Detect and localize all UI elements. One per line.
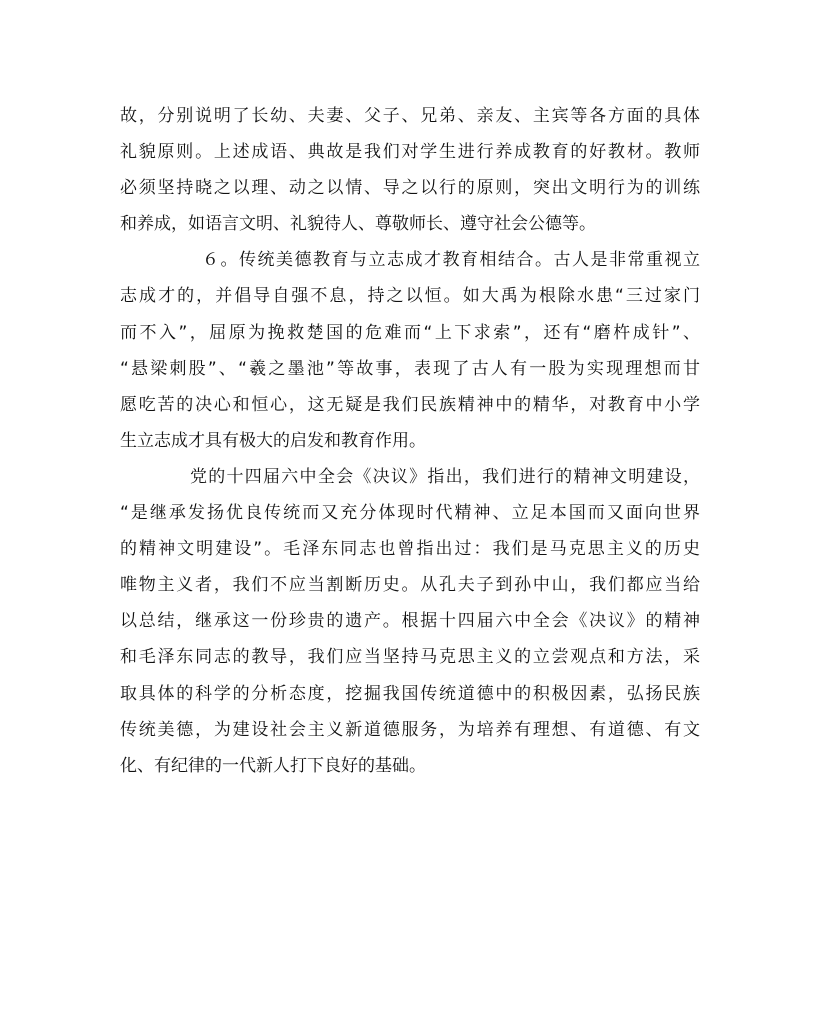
text-line: “是继承发扬优良传统而又充分体现时代精神、立足本国而又面向世界: [120, 503, 700, 524]
text-line: 以总结，继承这一份珍贵的遗产。根据十四届六中全会《决议》的精神: [120, 611, 700, 632]
text-line: 和毛泽东同志的教导，我们应当坚持马克思主义的立尝观点和方法，采: [120, 647, 700, 668]
text-line: 和养成，如语言文明、礼貌待人、尊敬师长、遵守社会公德等。: [120, 214, 596, 235]
text-line: 礼貌原则。上述成语、典故是我们对学生进行养成教育的好教材。教师: [120, 142, 700, 163]
text-line: 化、有纪律的一代新人打下良好的基础。: [120, 755, 426, 776]
text-line: 志成才的，并倡导自强不息，持之以恒。如大禹为根除水患“三过家门: [120, 286, 700, 307]
text-line: 唯物主义者，我们不应当割断历史。从孔夫子到孙中山，我们都应当给: [120, 575, 700, 596]
paragraph-start-line: ６。传统美德教育与立志成才教育相结合。古人是非常重视立: [202, 250, 700, 271]
text-line: 而不入”，屈原为挽救楚国的危难而“上下求索”，还有“磨杵成针”、: [120, 322, 700, 343]
text-line: 的精神文明建设”。毛泽东同志也曾指出过：我们是马克思主义的历史: [120, 539, 700, 560]
text-line: 愿吃苦的决心和恒心，这无疑是我们民族精神中的精华，对教育中小学: [120, 394, 700, 415]
document-body: [120, 98, 700, 784]
text-line: “悬梁刺股”、“羲之墨池”等故事，表现了古人有一股为实现理想而甘: [120, 358, 700, 379]
text-line: 生立志成才具有极大的启发和教育作用。: [120, 430, 426, 451]
text-line: 故，分别说明了长幼、夫妻、父子、兄弟、亲友、主宾等各方面的具体: [120, 106, 700, 126]
text-line: 取具体的科学的分析态度，挖掘我国传统道德中的积极因素，弘扬民族: [120, 683, 700, 704]
text-line: 传统美德，为建设社会主义新道德服务，为培养有理想、有道德、有文: [120, 719, 700, 740]
text-line: 必须坚持晓之以理、动之以情、导之以行的原则，突出文明行为的训练: [120, 178, 700, 199]
paragraph-start-line: 党的十四届六中全会《决议》指出，我们进行的精神文明建设，: [190, 466, 700, 487]
